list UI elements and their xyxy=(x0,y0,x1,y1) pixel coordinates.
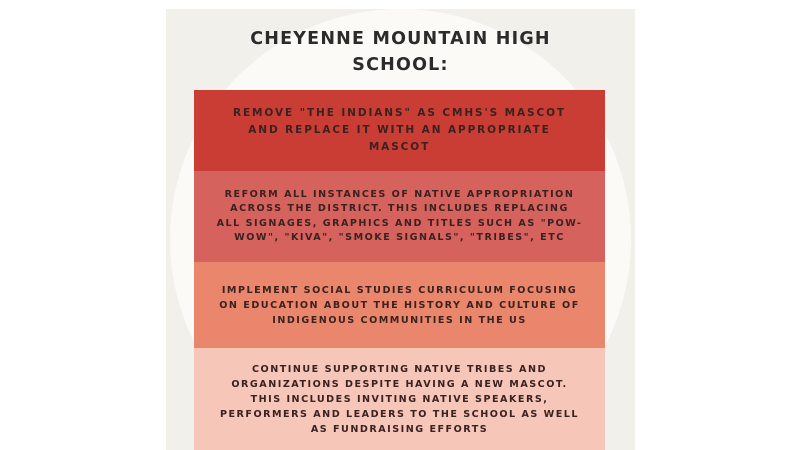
demand-text-line: REMOVE "THE INDIANS" AS CMHS'S MASCOT xyxy=(233,107,566,119)
demand-text-line: INDIGENOUS COMMUNITIES IN THE US xyxy=(272,314,527,326)
page-title xyxy=(166,26,635,78)
demand-text-line: REFORM ALL INSTANCES OF NATIVE APPROPRIATION xyxy=(224,188,575,200)
demand-text-line: IMPLEMENT SOCIAL STUDIES CURRICULUM FOCUSING xyxy=(221,284,578,296)
demand-remove-mascot xyxy=(194,90,605,171)
demand-text-line: WOW", "KIVA", "SMOKE SIGNALS", "TRIBES", ETC xyxy=(234,232,565,243)
demand-reform-appropriation xyxy=(194,171,605,262)
demand-text-line: ORGANIZATIONS DESPITE HAVING A NEW MASCOT. xyxy=(231,378,568,390)
demand-curriculum xyxy=(194,262,605,348)
demands-card xyxy=(166,9,635,450)
title-line-1: CHEYENNE MOUNTAIN HIGH xyxy=(250,29,551,49)
title-line-2: SCHOOL: xyxy=(352,55,449,75)
demand-text-line: PERFORMERS AND LEADERS TO THE SCHOOL AS WELL xyxy=(219,408,580,420)
demand-text-line: ACROSS THE DISTRICT. THIS INCLUDES REPLACING xyxy=(230,203,569,214)
demand-text-line: MASCOT xyxy=(368,141,431,153)
demand-text-line: AND REPLACE IT WITH AN APPROPRIATE xyxy=(248,124,551,136)
demand-text-line: THIS INCLUDES INVITING NATIVE SPEAKERS, xyxy=(250,393,549,405)
demand-text-line: ALL SIGNAGES, GRAPHICS AND TITLES SUCH AS "POW- xyxy=(216,217,583,229)
demand-text-line: AS FUNDRAISING EFFORTS xyxy=(310,423,489,435)
demand-text-line: ON EDUCATION ABOUT THE HISTORY AND CULTURE OF xyxy=(219,299,580,311)
demand-text-line: CONTINUE SUPPORTING NATIVE TRIBES AND xyxy=(252,363,547,375)
demand-support-tribes xyxy=(194,348,605,450)
